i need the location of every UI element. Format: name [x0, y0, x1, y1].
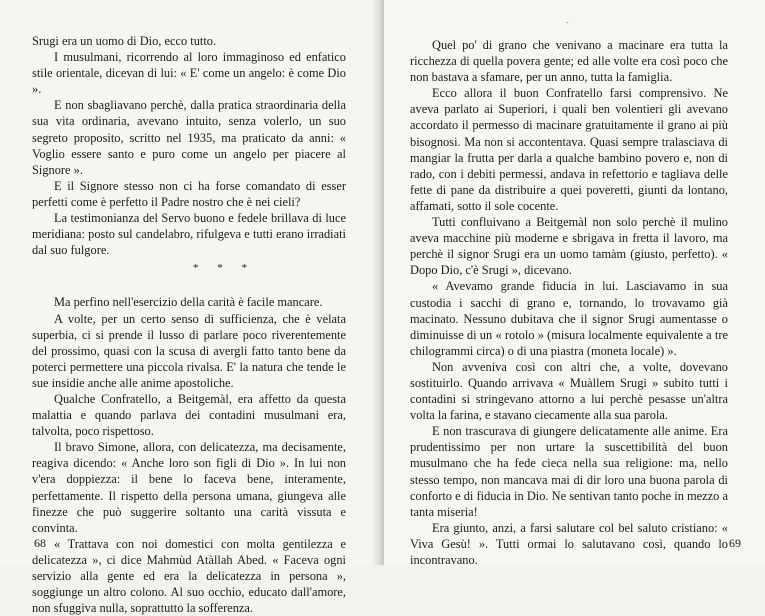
right-page-text [410, 37, 728, 568]
paragraph: E non trascurava di giungere delicatamente alle anime. Era prudentissimo per non urtare la suscettibilità del buon musulmano che ha fede cieca nella sua religione: ma, nello stesso tempo, non mancava mai di dir loro una buona parola di conforto e di fiducia in Dio. Ne sentivan tanto poche in mezzo a tanta miseria! [410, 424, 728, 519]
paragraph: Ma perfino nell'esercizio della carità è facile mancare. [54, 295, 323, 310]
corner-mark: - [566, 18, 569, 27]
left-page-text [32, 33, 346, 616]
paragraph: I musulmani, ricorrendo al loro immaginoso ed enfatico stile orientale, dicevan di lui: « E' come un angelo: è come Dio ». [32, 50, 346, 97]
paragraph: « Avevamo grande fiducia in lui. Lasciavamo in sua custodia i sacchi di grano e, tornando, lo trovavamo già macinato. Nessuno dubitava che il signor Srugi aumentasse o diminuisse di un « rotolo » (misura localmente equivalente a tre chilogrammi circa) o di una piastra (moneta locale) ». [410, 279, 728, 358]
paragraph: Era giunto, anzi, a farsi salutare col bel saluto cristiano: « Viva Gesù! ». Tutti ormai lo salutavano così, quando lo incontravano. [410, 520, 728, 567]
paragraph: Non avveniva così con altri che, a volte, dovevano sostituirlo. Quando arrivava « Muàllem Srugi » subito tutti i contadini si stringevano attorno a lui perchè pesasse un'altra volta la farina, e stavano ciecamente alla sua parola. [410, 359, 728, 423]
paragraph: Srugi era un uomo di Dio, ecco tutto. [32, 34, 217, 48]
paragraph: Qualche Confratello, a Beitgemàl, era affetto da questa malattia e quando parlava dei contadini musulmani era, talvolta, poco rispettoso. [32, 391, 346, 439]
paragraph: Tutti confluivano a Beitgemàl non solo perchè il mulino aveva macchine più moderne e sbrigava in fretta il lavoro, ma perchè il signor Srugi era un uomo tamàm (giusto, perfetto). « Dopo Dio, c'è Srugi », dicevano. [410, 215, 728, 278]
paragraph: E il Signore stesso non ci ha forse comandato di esser perfetti come è perfetto il Padre nostro che è nei cieli? [32, 178, 346, 209]
paragraph: « Trattava con noi domestici con molta gentilezza e delicatezza », ci dice Mahmùd Atàllah Abed. « Faceva ogni servizio alla gente ed era la delicatezza in persona », soggiunge un altro colono. Al suo occhio, educato dall'amore, non sfuggiva nulla, soprattutto la sofferenza. [32, 536, 346, 616]
paragraph: Il bravo Simone, allora, con delicatezza, ma decisamente, reagiva dicendo: « Anche loro son figli di Dio ». In lui non v'era doppiezza: il bene lo faceva bene, interamente, perfettamente. Il rispetto della persona umana, giungeva alle finezze che può suggerire soltanto una carità vissuta e convinta. [32, 440, 346, 535]
paragraph: Quel po' di grano che venivano a macinare era tutta la ricchezza di quella povera gente; ed alle volte era così poco che non bastava a sfamare, per un anno, tutta la famiglia. [410, 38, 728, 85]
paragraph: E non sbagliavano perchè, dalla pratica straordinaria della sua vita ordinaria, avevano intuito, senza volerlo, un suo segreto proposito, scritto nel 1935, ma praticato da anni: « Voglio essere santo e puro come un angelo per piacere al Signore ». [32, 98, 346, 177]
paragraph: La testimonianza del Servo buono e fedele brillava di luce meridiana: posto sul candelabro, rifulgeva e tutti erano irradiati dal suo fulgore. [32, 211, 346, 258]
page-number: 69 [729, 536, 741, 550]
page-number: 68 [34, 536, 46, 550]
left-page [0, 0, 380, 616]
paragraph: Ecco allora il buon Confratello farsi comprensivo. Ne aveva parlato ai Superiori, i quali ben volentieri gli avevano accordato il permesso di macinare gratuitamente il grano ai più bisognosi. Ma non si accontentava. Quasi sempre tralasciava di mangiar la frutta per darla a qualche bambino povero e, non di rado, con i debiti permessi, andava in refettorio e tagliava delle fette di pane da distribuire a quei poveretti, giunti da lontano, affamati, sotto il sole cocente. [410, 86, 728, 213]
section-separator: * * * [193, 262, 255, 275]
paragraph: A volte, per un certo senso di sufficienza, che è velata superbia, ci si prende il lusso di parlare poco riverentemente del prossimo, quasi con la scusa di avergli fatto tanto bene da poterci permettere una piccola rivalsa. E' la natura che tende le sue insidie anche alle anime apostoliche. [32, 311, 346, 390]
right-page [384, 0, 765, 565]
